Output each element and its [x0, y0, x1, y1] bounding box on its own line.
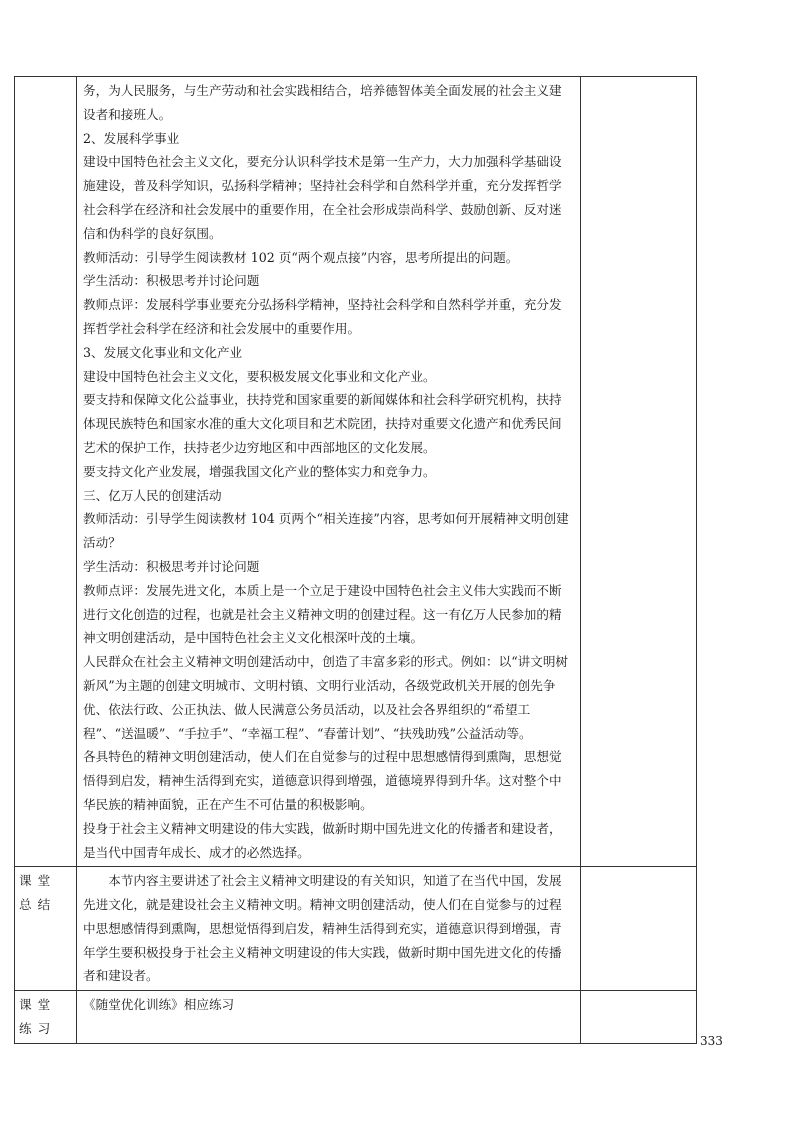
practice-content: [77, 991, 581, 1044]
practice-text: 《随堂优化训练》相应练习: [83, 997, 235, 1013]
lesson-plan-table: [14, 76, 697, 1044]
section-heading: 三、亿万人民的创建活动: [83, 487, 222, 503]
page-number: 333: [700, 1034, 723, 1048]
student-activity: 学生活动：积极思考并讨论问题: [83, 273, 260, 289]
section-heading: 2、发展科学事业: [83, 130, 180, 146]
teacher-activity: 教师活动：引导学生阅读教材 102 页“两个观点接”内容，思考所提出的问题。: [83, 249, 519, 265]
practice-row: [15, 991, 697, 1044]
section-heading: 3、发展文化事业和文化产业: [83, 344, 243, 360]
label-cell-empty: [15, 77, 77, 867]
paragraph: 各具特色的精神文明创建活动，使人们在自觉参与的过程中思想感情得到熏陶，思想觉悟得到启发，精神生活得到充实，道德意识得到增强，道德境界得到升华。这对整个中华民族的精神面貌，正在产生不可估量的积极影响。: [83, 749, 562, 812]
paragraph: 要支持文化产业发展，增强我国文化产业的整体实力和竞争力。: [83, 463, 436, 479]
student-activity: 学生活动：积极思考并讨论问题: [83, 558, 260, 574]
teacher-comment: 教师点评：发展先进文化，本质上是一个立足于建设中国特色社会主义伟大实践而不断进行文化创造的过程，也就是社会主义精神文明的创建过程。这一有亿万人民参加的精神文明创建活动，是中国特色社会主义文化根深叶茂的土壤。: [83, 582, 562, 646]
paragraph: 要支持和保障文化公益事业，扶持党和国家重要的新闻媒体和社会科学研究机构，扶持体现民族特色和国家水准的重大文化项目和艺术院团，扶持对重要文化遗产和优秀民间艺术的保护工作，扶持老少边穷地区和中西部地区的文化发展。: [83, 392, 562, 455]
teacher-comment: 教师点评：发展科学事业要充分弘扬科学精神，坚持社会科学和自然科学并重，充分发挥哲学社会科学在经济和社会发展中的重要作用。: [83, 297, 562, 336]
notes-cell: [581, 867, 697, 991]
summary-label: 课堂总结: [15, 867, 77, 991]
summary-row: [15, 867, 697, 991]
paragraph: 投身于社会主义精神文明建设的伟大实践，做新时期中国先进文化的传播者和建设者，是当代中国青年成长、成才的必然选择。: [83, 820, 562, 860]
summary-text: 本节内容主要讲述了社会主义精神文明建设的有关知识，知道了在当代中国，发展先进文化，就是建设社会主义精神文明。精神文明创建活动，使人们在自觉参与的过程中思想感情得到熏陶，思想觉悟得到启发，精神生活得到充实，道德意识得到增强，青年学生要积极投身于社会主义精神文明建设的伟大实践，做新时期中国先进文化的传播者和建设者。: [83, 873, 562, 984]
notes-cell: [581, 77, 697, 867]
content-cell: [77, 77, 581, 867]
paragraph: 建设中国特色社会主义文化，要充分认识科学技术是第一生产力，大力加强科学基础设施建设，普及科学知识，弘扬科学精神；坚持社会科学和自然科学并重，充分发挥哲学社会科学在经济和社会发展中的重要作用，在全社会形成崇尚科学、鼓励创新、反对迷信和伪科学的良好氛围。: [83, 154, 562, 241]
notes-cell: [581, 991, 697, 1044]
content-row: [15, 77, 697, 867]
paragraph: 建设中国特色社会主义文化，要积极发展文化事业和文化产业。: [83, 368, 436, 384]
teacher-activity: 教师活动：引导学生阅读教材 104 页两个“相关连接”内容，思考如何开展精神文明创建活动？: [83, 511, 569, 551]
practice-label: 课堂练习: [15, 991, 77, 1044]
paragraph: 人民群众在社会主义精神文明创建活动中，创造了丰富多彩的形式。例如：以“讲文明树新风”为主题的创建文明城市、文明村镇、文明行业活动，各级党政机关开展的创先争优、依法行政、公正执法、做人民满意公务员活动，以及社会各界组织的“希望工程”、“送温暖”、“手拉手”、“幸福工程”、“春蕾计划”、“扶残助残”公益活动等。: [83, 654, 569, 741]
paragraph: 务，为人民服务，与生产劳动和社会实践相结合，培养德智体美全面发展的社会主义建设者和接班人。: [83, 83, 562, 122]
summary-content: [77, 867, 581, 991]
